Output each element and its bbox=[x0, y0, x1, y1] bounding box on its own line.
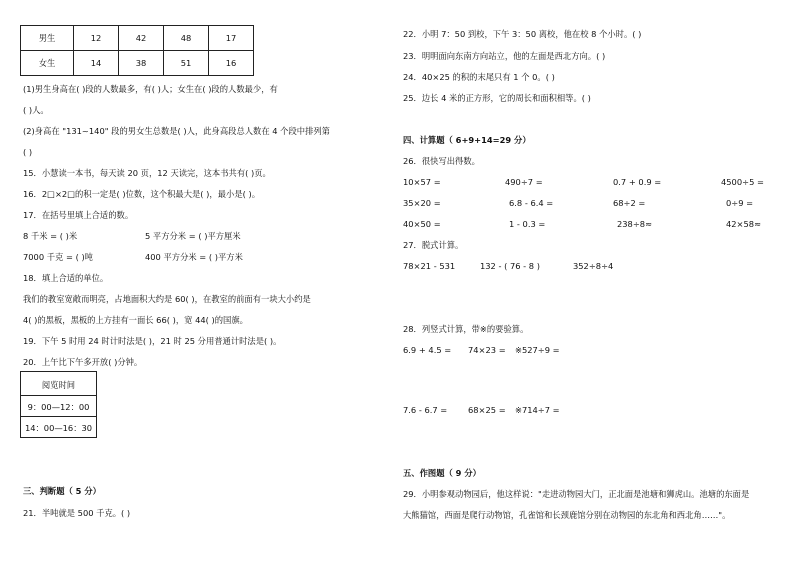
table-cell: 51 bbox=[164, 51, 209, 76]
table-cell: 38 bbox=[119, 51, 164, 76]
question-28: 28．列竖式计算，带※的要验算。 bbox=[403, 324, 529, 334]
section-3-heading: 三、判断题（ 5 分） bbox=[23, 486, 101, 496]
oral-calc-item: 1 - 0.3 = bbox=[509, 219, 546, 229]
table-cell: 14 bbox=[74, 51, 119, 76]
reading-hours-title: 阅览时间 bbox=[41, 380, 76, 390]
table-cell: 42 bbox=[119, 26, 164, 51]
table-row bbox=[21, 26, 254, 51]
question-17-item: 8 千米 = ( )米 bbox=[23, 231, 78, 241]
question-20: 20．上午比下午多开放( )分钟。 bbox=[23, 357, 143, 367]
oral-calc-item: 0÷9 = bbox=[726, 198, 754, 208]
oral-calc-item: 238÷8≈ bbox=[617, 219, 653, 229]
question-16: 16．2□×2□的积一定是( )位数，这个积最大是( )，最小是( )。 bbox=[23, 189, 261, 199]
step-calc-item: 352÷8÷4 bbox=[573, 261, 614, 271]
vertical-calc-item: ※527÷9 = bbox=[515, 345, 560, 355]
section-4-heading: 四、计算题（ 6+9+14=29 分） bbox=[403, 135, 531, 145]
question-26: 26．很快写出得数。 bbox=[403, 156, 480, 166]
oral-calc-item: 0.7 + 0.9 = bbox=[613, 177, 662, 187]
question-19: 19．下午 5 时用 24 时计时法是( )，21 时 25 分用普通计时法是( )。 bbox=[23, 336, 282, 346]
oral-calc-item: 40×50 = bbox=[403, 219, 441, 229]
table-row bbox=[21, 51, 254, 76]
table-cell: 12 bbox=[74, 26, 119, 51]
vertical-calc-item: 6.9 + 4.5 = bbox=[403, 345, 452, 355]
reading-hours-morning: 9：00—12：00 bbox=[27, 402, 90, 412]
table-cell: 16 bbox=[209, 51, 254, 76]
step-calc-item: 132 - ( 76 - 8 ) bbox=[480, 261, 540, 271]
vertical-calc-item: 74×23 = bbox=[468, 345, 506, 355]
reading-hours-box bbox=[20, 371, 97, 438]
table-cell: 48 bbox=[164, 26, 209, 51]
question-25: 25．边长 4 米的正方形，它的周长和面积相等。( ) bbox=[403, 93, 591, 103]
divider bbox=[21, 395, 96, 396]
vertical-calc-item: ※714÷7 = bbox=[515, 405, 560, 415]
oral-calc-item: 35×20 = bbox=[403, 198, 441, 208]
height-table bbox=[20, 25, 254, 76]
question-27: 27．脱式计算。 bbox=[403, 240, 464, 250]
oral-calc-item: 10×57 = bbox=[403, 177, 441, 187]
question-29-line1: 29．小明参观动物园后，他这样说："走进动物园大门，正北面是池塘和狮虎山。池塘的东面是 bbox=[403, 489, 750, 499]
question-15: 15．小慧读一本书，每天读 20 页，12 天读完，这本书共有( )页。 bbox=[23, 168, 271, 178]
question-1-part1: (1)男生身高在( )段的人数最多，有( )人；女生在( )段的人数最少，有 bbox=[23, 84, 278, 94]
question-23: 23．明明面向东南方向站立，他的左面是西北方向。( ) bbox=[403, 51, 606, 61]
question-17: 17．在括号里填上合适的数。 bbox=[23, 210, 134, 220]
question-21: 21．半吨就是 500 千克。( ) bbox=[23, 508, 131, 518]
question-17-item: 400 平方分米 = ( )平方米 bbox=[145, 252, 243, 262]
question-18: 18．填上合适的单位。 bbox=[23, 273, 109, 283]
section-5-heading: 五、作图题（ 9 分） bbox=[403, 468, 481, 478]
question-1-part2: (2)身高在 "131~140" 段的男女生总数是( )人，此身高段总人数在 4 个段中排列第 bbox=[23, 126, 330, 136]
oral-calc-item: 4500÷5 = bbox=[721, 177, 764, 187]
question-22: 22．小明 7：50 到校，下午 3：50 离校，他在校 8 个小时。( ) bbox=[403, 29, 642, 39]
oral-calc-item: 6.8 - 6.4 = bbox=[509, 198, 554, 208]
question-1-part1-cont: ( )人。 bbox=[23, 105, 49, 115]
question-17-item: 5 平方分米 = ( )平方厘米 bbox=[145, 231, 241, 241]
question-1-part2-cont: ( ) bbox=[23, 147, 33, 157]
oral-calc-item: 490÷7 = bbox=[505, 177, 543, 187]
question-17-item: 7000 千克 = ( )吨 bbox=[23, 252, 93, 262]
vertical-calc-item: 7.6 - 6.7 = bbox=[403, 405, 448, 415]
step-calc-item: 78×21 - 531 bbox=[403, 261, 456, 271]
oral-calc-item: 68÷2 = bbox=[613, 198, 646, 208]
reading-hours-afternoon: 14：00—16：30 bbox=[24, 423, 93, 433]
vertical-calc-item: 68×25 = bbox=[468, 405, 506, 415]
question-24: 24．40×25 的积的末尾只有 1 个 0。( ) bbox=[403, 72, 555, 82]
table-cell: 男生 bbox=[21, 26, 74, 51]
question-29-line2: 大熊猫馆，西面是爬行动物馆，孔雀馆和长颈鹿馆分别在动物园的东北角和西北角……"。 bbox=[403, 510, 731, 520]
question-18-line1: 我们的教室宽敞而明亮，占地面积大约是 60( )，在教室的前面有一块大小约是 bbox=[23, 294, 311, 304]
table-cell: 女生 bbox=[21, 51, 74, 76]
oral-calc-item: 42×58≈ bbox=[726, 219, 762, 229]
divider bbox=[21, 416, 96, 417]
question-18-line2: 4( )的黑板，黑板的上方挂有一面长 66( )，宽 44( )的国旗。 bbox=[23, 315, 248, 325]
table-cell: 17 bbox=[209, 26, 254, 51]
